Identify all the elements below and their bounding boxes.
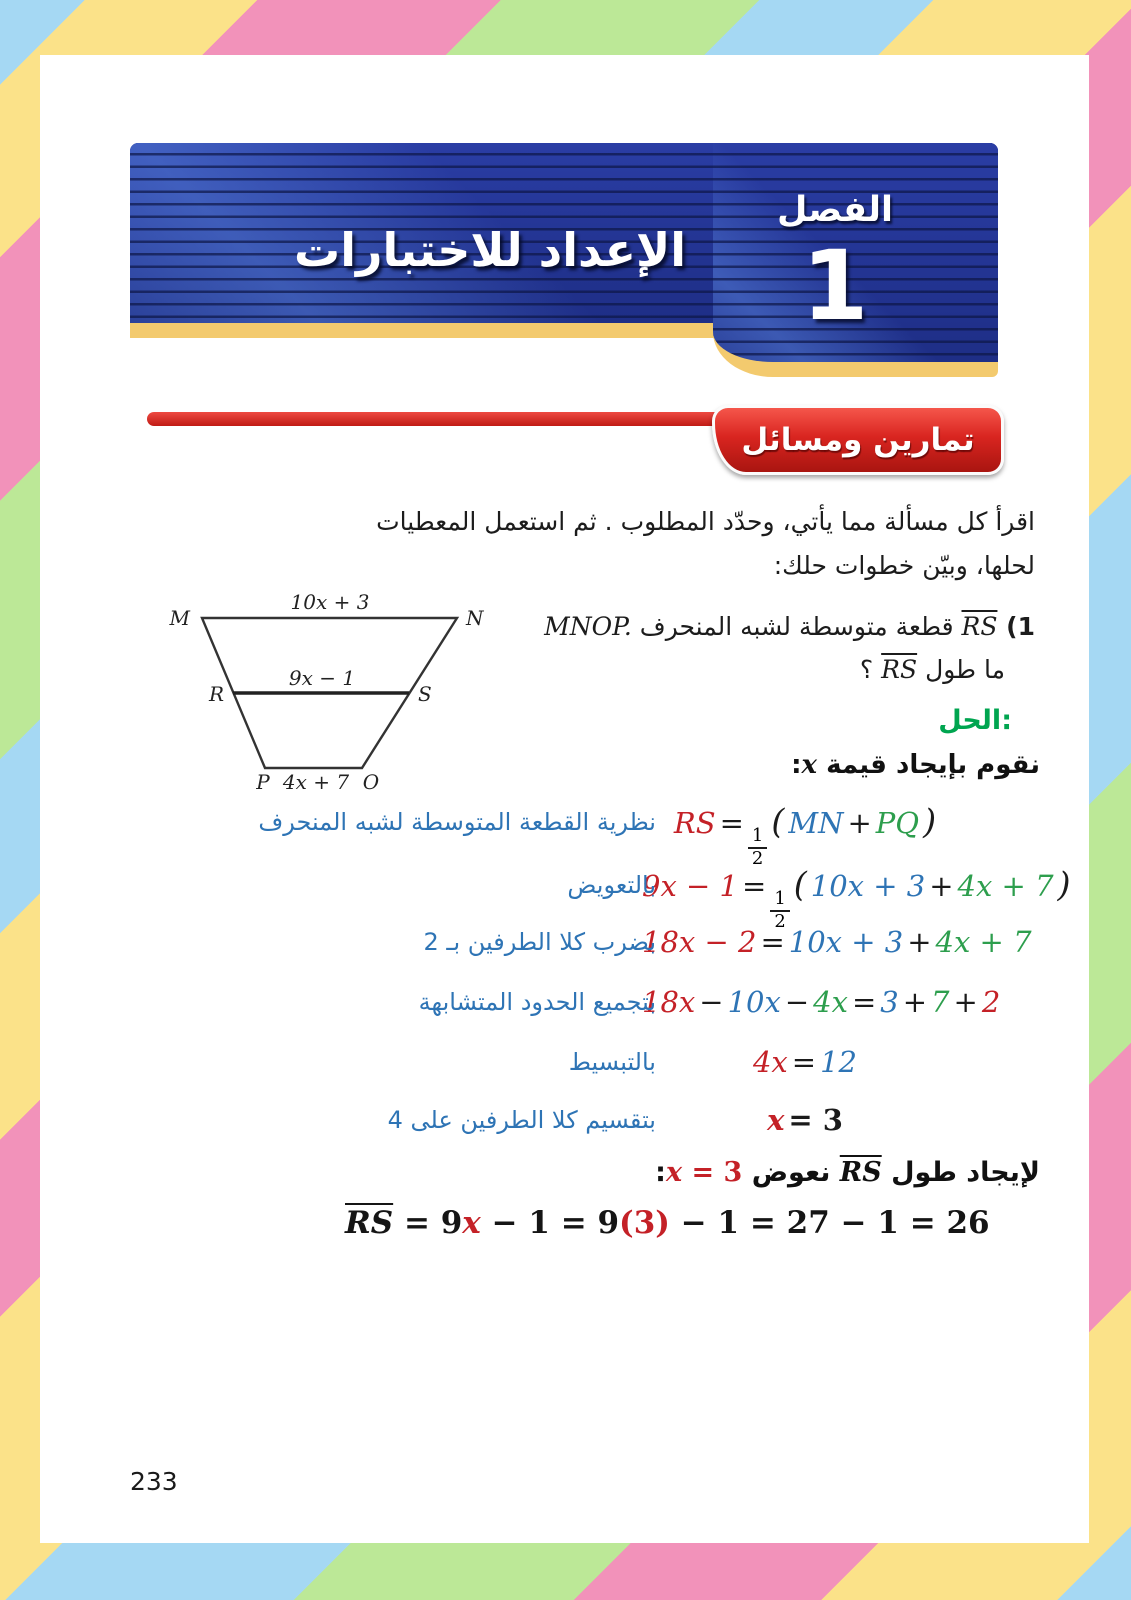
eq-operator: + [953, 985, 978, 1019]
eq-operator: − [699, 985, 724, 1019]
colon: : [791, 750, 802, 780]
fraction-one-half: $\frac{1}{2}$ [748, 826, 767, 869]
subst-middle: نعوض [751, 1157, 831, 1188]
eq-term: MN [788, 806, 844, 840]
x-equals-3: x = 3 [665, 1157, 743, 1188]
eq-paren: ( [793, 865, 807, 904]
segment-rs: $\overline{RS}$ [961, 612, 998, 641]
solution-step-2 [40, 863, 1089, 932]
eq-term: 10x + 3 [810, 869, 926, 903]
eq-term: 4x + 7 [957, 869, 1054, 903]
final-equation [345, 1205, 990, 1241]
chapter-label: الفصل [776, 190, 894, 230]
bottom-side-length-label: 4x + 7 [282, 770, 350, 794]
step-note: بتجميع الحدود المتشابهة [418, 988, 656, 1016]
eq-operator: = [760, 925, 785, 959]
intro-line-1: اقرأ كل مسألة مما يأتي، وحدّد المطلوب . ثم استعمل المعطيات [376, 507, 1035, 536]
fraction-one-half: $\frac{1}{2}$ [770, 889, 789, 932]
intro-line-2: لحلها، وبيّن خطوات حلك: [773, 551, 1035, 580]
eq-operator: + [902, 985, 928, 1019]
eq-term: 10x [727, 985, 781, 1019]
problem-number: 1) [997, 612, 1035, 641]
vertex-label-s: S [418, 682, 432, 706]
eq-term: 4x + 7 [935, 925, 1032, 959]
step-note: نظرية القطعة المتوسطة لشبه المنحرف [258, 808, 656, 836]
eq-term: 3 [880, 985, 899, 1019]
vertex-label-r: R [208, 682, 224, 706]
segment-rs: $\overline{RS}$ [881, 655, 918, 684]
step-note: بالتعويض [567, 871, 656, 899]
eq-operator: = [719, 806, 744, 840]
eq-term: 2 [981, 985, 1001, 1019]
problem-line-2 [544, 648, 1035, 691]
page-number: 233 [130, 1467, 178, 1496]
eq-term: x [767, 1103, 785, 1137]
eq-operator: = [851, 985, 877, 1019]
trapezoid-diagram [150, 575, 530, 795]
eq-part: = 9 [393, 1205, 463, 1241]
solution-step-1 [40, 800, 1089, 869]
eq-operator: + [847, 806, 872, 840]
solution-step-4 [40, 980, 1089, 1024]
section-banner-line [147, 412, 760, 426]
problem-statement [544, 605, 1035, 691]
chapter-number: 1 [801, 230, 869, 342]
step-equation [640, 1040, 970, 1084]
eq-term: 9x − 1 [642, 869, 738, 903]
segment-rs: $\overline{RS}$ [345, 1205, 394, 1241]
step-equation [640, 920, 1032, 964]
problem-text: قطعة متوسطة لشبه المنحرف [639, 612, 954, 641]
eq-term: 4x [752, 1045, 788, 1079]
step-equation [640, 800, 970, 869]
eq-term: 7 [931, 985, 950, 1019]
eq-term: 18x [642, 985, 696, 1019]
eq-paren: ) [1057, 865, 1071, 904]
chapter-title: الإعداد للاختبارات [293, 223, 687, 277]
eq-term: 12 [820, 1045, 858, 1079]
solution-step-6 [40, 1098, 1089, 1142]
x-symbol: x [801, 750, 818, 780]
solution-step-3 [40, 920, 1089, 964]
eq-part: − 1 = 27 − 1 = 26 [669, 1205, 990, 1241]
step-equation [640, 1098, 970, 1142]
eq-operator: = [791, 1045, 817, 1079]
eq-paren: ) [923, 802, 937, 841]
eq-operator: + [929, 869, 954, 903]
eq-operator: = [742, 869, 767, 903]
eq-operator: + [907, 925, 932, 959]
midsegment-length-label: 9x − 1 [288, 666, 356, 690]
eq-substituted-3: (3) [619, 1205, 670, 1241]
step-note: بتقسيم كلا الطرفين على 4 [387, 1106, 656, 1134]
top-side-length-label: 10x + 3 [290, 590, 370, 614]
vertex-label-n: N [466, 606, 484, 630]
vertex-label-m: M [169, 606, 190, 630]
vertex-label-o: O [362, 770, 380, 794]
eq-term: = 3 [788, 1103, 843, 1137]
eq-paren: ( [771, 802, 785, 841]
eq-term: 18x − 2 [642, 925, 757, 959]
step-equation [640, 980, 1001, 1024]
eq-x: x [462, 1205, 481, 1241]
solution-heading: الحل: [938, 705, 1012, 736]
eq-term: 4x [813, 985, 848, 1019]
solution-step-5 [40, 1040, 1089, 1084]
step-note: بالتبسيط [568, 1048, 656, 1076]
trapezoid-name: MNOP. [544, 612, 632, 641]
segment-rs: $\overline{RS}$ [839, 1157, 882, 1188]
eq-operator: − [784, 985, 810, 1019]
eq-term: RS [673, 806, 716, 840]
subst-prefix: لإيجاد طول [891, 1157, 1040, 1188]
eq-part: − 1 = 9 [480, 1205, 620, 1241]
problem-line-1 [544, 605, 1035, 648]
page-surface [40, 55, 1089, 1543]
section-banner [712, 405, 1004, 475]
find-x-line [791, 750, 1040, 780]
find-x-text: نقوم بإيجاد قيمة [826, 750, 1040, 780]
section-banner-label: تمارين ومسائل [741, 422, 975, 458]
colon: : [655, 1157, 666, 1188]
step-note: بضرب كلا الطرفين بـ 2 [423, 928, 656, 956]
eq-term: PQ [875, 806, 920, 840]
vertex-label-p: P [256, 770, 270, 794]
substitution-line [655, 1157, 1040, 1188]
question-mark: ؟ [859, 655, 874, 684]
eq-term: 10x + 3 [788, 925, 904, 959]
question-text: ما طول [925, 655, 1005, 684]
